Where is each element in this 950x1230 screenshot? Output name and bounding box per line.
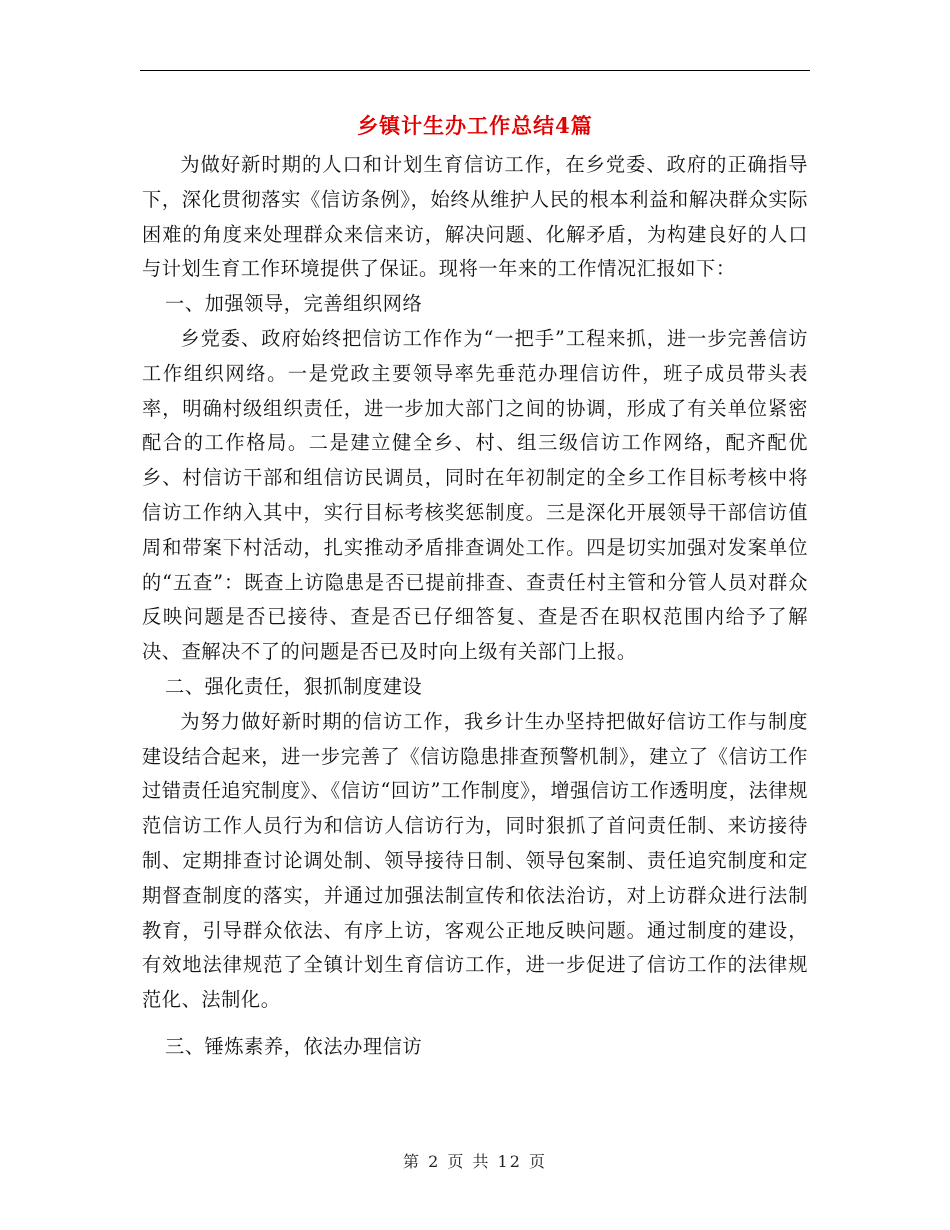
document-body xyxy=(142,148,808,1065)
document-title: 乡镇计生办工作总结4篇 xyxy=(357,113,593,138)
page-number: 第 2 页 共 12 页 xyxy=(403,1152,547,1171)
section-paragraph-2: 为努力做好新时期的信访工作，我乡计生办坚持把做好信访工作与制度建设结合起来，进一步完善了《信访隐患排查预警机制》，建立了《信访工作过错责任追究制度》、《信访“回访”工作制度》，增强信访工作透明度，法律规范信访工作人员行为和信访人信访行为，同时狠抓了首问责任制、来访接待制、定期排查讨论调处制、领导接待日制、领导包案制、责任追究制度和定期督查制度的落实，并通过加强法制宣传和依法治访，对上访群众进行法制教育，引导群众依法、有序上访，客观公正地反映问题。通过制度的建设，有效地法律规范了全镇计划生育信访工作，进一步促进了信访工作的法律规范化、法制化。 xyxy=(142,709,808,1012)
intro-paragraph: 为做好新时期的人口和计划生育信访工作，在乡党委、政府的正确指导下，深化贯彻落实《信访条例》，始终从维护人民的根本利益和解决群众实际困难的角度来处理群众来信来访，解决问题、化解矛盾，为构建良好的人口与计划生育工作环境提供了保证。现将一年来的工作情况汇报如下： xyxy=(142,153,808,281)
section-heading-3: 三、锤炼素养，依法办理信访 xyxy=(165,1034,423,1058)
section-heading-2: 二、强化责任，狠抓制度建设 xyxy=(165,674,423,698)
header-rule xyxy=(140,70,810,71)
section-paragraph-1: 乡党委、政府始终把信访工作作为“一把手”工程来抓，进一步完善信访工作组织网络。一是党政主要领导率先垂范办理信访件，班子成员带头表率，明确村级组织责任，进一步加大部门之间的协调，形成了有关单位紧密配合的工作格局。二是建立健全乡、村、组三级信访工作网络，配齐配优乡、村信访干部和组信访民调员，同时在年初制定的全乡工作目标考核中将信访工作纳入其中，实行目标考核奖惩制度。三是深化开展领导干部信访值周和带案下村活动，扎实推动矛盾排查调处工作。四是切实加强对发案单位的“五查”：既查上访隐患是否已提前排查、查责任村主管和分管人员对群众反映问题是否已接待、查是否已仔细答复、查是否在职权范围内给予了解决、查解决不了的问题是否已及时向上级有关部门上报。 xyxy=(142,326,808,664)
section-heading-1: 一、加强领导，完善组织网络 xyxy=(165,292,423,316)
